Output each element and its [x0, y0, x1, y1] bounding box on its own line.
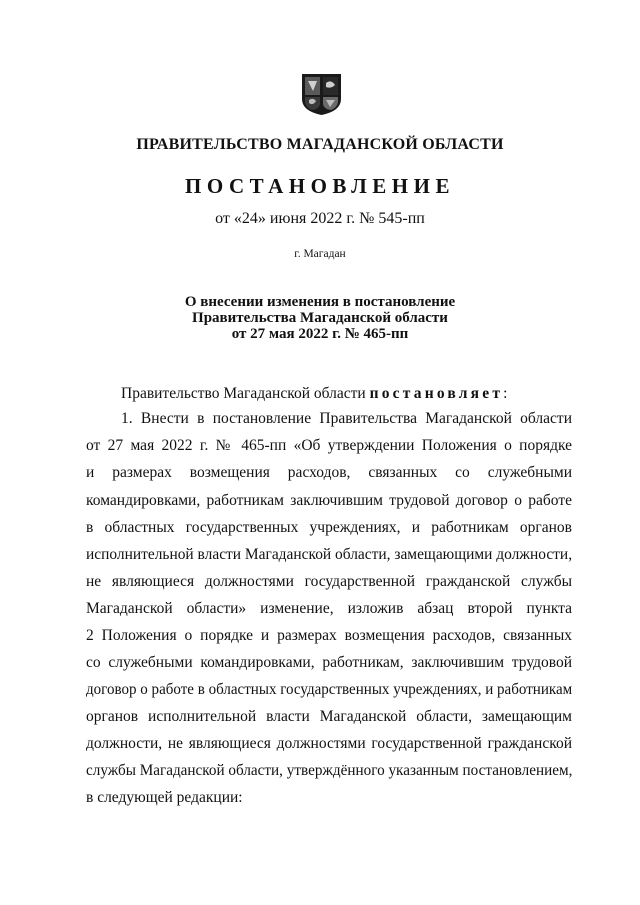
- paragraph-line: Магаданской области» изменение, изложив абзац второй пункта: [86, 600, 572, 617]
- paragraph-line: должности, не являющиеся должностями государственной гражданской: [86, 735, 572, 752]
- paragraph-line: со служебными командировками, работникам, заключившим трудовой: [86, 654, 572, 671]
- paragraph-line: в следующей редакции:: [86, 789, 243, 806]
- document-type: ПОСТАНОВЛЕНИЕ: [185, 174, 455, 198]
- paragraph-line: 2 Положения о порядке и размерах возмещения расходов, связанных: [86, 627, 572, 644]
- coat-of-arms-emblem: [301, 73, 342, 116]
- paragraph-line: органов исполнительной власти Магаданской области, замещающим: [86, 708, 572, 725]
- document-date-number: от «24» июня 2022 г. № 545-пп: [215, 210, 425, 227]
- subject-line: от 27 мая 2022 г. № 465-пп: [231, 326, 409, 342]
- paragraph-line: службы Магаданской области, утверждённого указанным постановлением,: [86, 762, 573, 779]
- paragraph-line: исполнительной власти Магаданской области, замещающими должности,: [86, 546, 573, 563]
- intro-decree-word: постановляет: [369, 385, 504, 402]
- paragraph-line: 1. Внести в постановление Правительства Магаданской области: [121, 410, 572, 427]
- paragraph-line: от 27 мая 2022 г. № 465-пп «Об утверждении Положения о порядке: [86, 437, 572, 454]
- paragraph-line: и размерах возмещения расходов, связанных со служебными: [86, 464, 572, 481]
- subject-line: Правительства Магаданской области: [192, 310, 448, 326]
- document-city: г. Магадан: [294, 248, 346, 260]
- document-subject: [0, 294, 640, 342]
- paragraph-line: договор о работе в областных государственных учреждениях, и работникам: [86, 681, 573, 698]
- intro-line: [121, 385, 572, 403]
- subject-line: О внесении изменения в постановление: [184, 294, 456, 310]
- paragraph-line: командировками, работникам заключившим трудовой договор о работе: [86, 492, 572, 509]
- paragraph-line: в областных государственных учреждениях, и работникам органов: [86, 519, 572, 536]
- paragraph-line: не являющиеся должностями государственной гражданской службы: [86, 573, 572, 590]
- intro-suffix: :: [503, 385, 508, 402]
- government-title: ПРАВИТЕЛЬСТВО МАГАДАНСКОЙ ОБЛАСТИ: [136, 136, 504, 153]
- intro-prefix: Правительство Магаданской области: [121, 385, 370, 402]
